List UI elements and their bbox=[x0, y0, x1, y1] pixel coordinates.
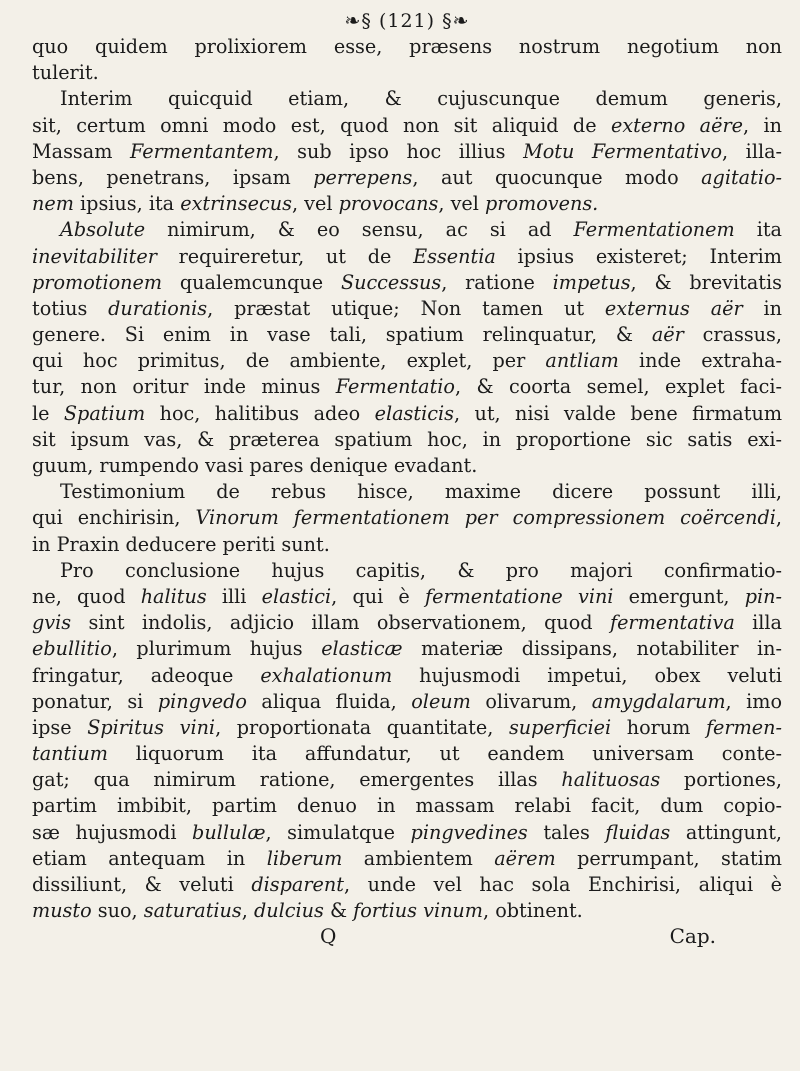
text-line bbox=[32, 715, 782, 741]
text-run: bens, penetrans, ipsam bbox=[32, 165, 314, 189]
text-run: tur, non oritur inde minus bbox=[32, 375, 336, 399]
text-run: , bbox=[241, 899, 254, 923]
italic-text: halituosas bbox=[561, 768, 661, 792]
italic-text: perrepens bbox=[313, 165, 413, 189]
text-line bbox=[32, 820, 782, 846]
italic-text: fermentativa bbox=[609, 611, 735, 635]
text-run: in bbox=[742, 296, 782, 320]
italic-text: ebullitio bbox=[32, 637, 112, 661]
page-footer bbox=[32, 924, 782, 954]
text-run: qui hoc primitus, de ambiente, explet, per bbox=[32, 349, 546, 373]
text-body bbox=[32, 34, 782, 924]
italic-text: bullulæ bbox=[192, 820, 266, 844]
text-run: , bbox=[775, 506, 782, 530]
text-run: , sub ipso hoc illius bbox=[273, 139, 524, 163]
text-line bbox=[32, 270, 782, 296]
text-run: ipsius existeret; Interim bbox=[495, 244, 782, 268]
text-run: perrumpant, statim bbox=[555, 846, 782, 870]
italic-text: antliam bbox=[545, 349, 619, 373]
text-line bbox=[32, 505, 782, 531]
italic-text: Fermentationem bbox=[573, 218, 735, 242]
text-run: , proportionata quantitate, bbox=[215, 715, 509, 739]
text-run: crassus, bbox=[683, 323, 782, 347]
text-line bbox=[32, 139, 782, 165]
italic-text: promovens. bbox=[485, 192, 599, 216]
italic-text: pingvedines bbox=[410, 820, 528, 844]
text-run: ponatur, si bbox=[32, 689, 158, 713]
text-run: Massam bbox=[32, 139, 130, 163]
text-run: , & coorta semel, explet faci- bbox=[454, 375, 782, 399]
italic-text: fortius vinum bbox=[353, 899, 483, 923]
italic-text: saturatius bbox=[143, 899, 242, 923]
text-run: Interim quicquid etiam, & cujuscunque demum generis, bbox=[60, 87, 782, 111]
text-run: requireretur, ut de bbox=[156, 244, 414, 268]
text-line bbox=[32, 322, 782, 348]
italic-text: Fermentatio bbox=[335, 375, 455, 399]
italic-text: musto bbox=[32, 899, 92, 923]
italic-text: disparent bbox=[251, 873, 344, 896]
text-run: , præstat utique; Non tamen ut bbox=[207, 296, 605, 320]
page-header: ❧§ (121) §❧ bbox=[344, 10, 470, 32]
text-line bbox=[32, 584, 782, 610]
text-run: olivarum, bbox=[470, 689, 592, 713]
text-run: ambientem bbox=[342, 846, 495, 870]
text-line bbox=[32, 191, 782, 217]
italic-text: Fermentantem bbox=[129, 139, 274, 163]
text-run: genere. Si enim in vase tali, spatium relinquatur, & bbox=[32, 323, 652, 347]
text-line bbox=[32, 217, 782, 243]
text-run: guum, rumpendo vasi pares denique evadant. bbox=[32, 454, 478, 477]
text-line bbox=[32, 872, 782, 898]
text-run: materiæ dissipans, notabiliter in- bbox=[402, 637, 782, 661]
italic-text: Vinorum fermentationem per compressionem coërcendi bbox=[195, 506, 776, 530]
italic-text: tantium bbox=[32, 742, 108, 766]
italic-text: gvis bbox=[32, 611, 72, 635]
text-run: tales bbox=[527, 820, 606, 844]
text-run: attingunt, bbox=[670, 820, 782, 844]
italic-text: fermen- bbox=[705, 715, 782, 739]
italic-text: Absolute bbox=[60, 218, 146, 242]
text-run: Testimonium de rebus hisce, maxime dicere possunt illi, bbox=[60, 480, 782, 504]
text-run: fringatur, adeoque bbox=[32, 663, 261, 687]
text-run: sit ipsum vas, & præterea spatium hoc, in proportione sic satis exi- bbox=[32, 427, 782, 451]
text-run: & bbox=[323, 899, 354, 923]
italic-text: superficiei bbox=[508, 715, 612, 739]
text-run: quo quidem prolixiorem esse, præsens nostrum negotium non bbox=[32, 35, 782, 58]
italic-text: promotionem bbox=[32, 270, 163, 294]
text-run: hoc, halitibus adeo bbox=[145, 401, 375, 425]
text-run: , illa- bbox=[722, 139, 782, 163]
text-run: ipse bbox=[32, 715, 88, 739]
italic-text: extrinsecus bbox=[180, 192, 292, 216]
text-run: hujusmodi impetui, obex veluti bbox=[392, 663, 782, 687]
text-run: ipsius, ita bbox=[73, 192, 181, 216]
text-line bbox=[32, 86, 782, 112]
text-line bbox=[32, 793, 782, 819]
text-run: , vel bbox=[291, 192, 339, 216]
text-run: partim imbibit, partim denuo in massam relabi facit, dum copio- bbox=[32, 794, 782, 818]
italic-text: pingvedo bbox=[157, 689, 247, 713]
text-line bbox=[32, 453, 782, 479]
italic-text: durationis bbox=[108, 296, 208, 320]
text-run: nimirum, & eo sensu, ac si ad bbox=[145, 218, 574, 242]
text-line bbox=[32, 689, 782, 715]
text-run: , imo bbox=[725, 689, 782, 713]
text-line bbox=[32, 610, 782, 636]
italic-text: oleum bbox=[411, 689, 471, 713]
text-run: , in bbox=[743, 113, 782, 137]
text-line bbox=[32, 427, 782, 453]
italic-text: provocans bbox=[338, 192, 439, 216]
text-run: , plurimum hujus bbox=[111, 637, 322, 661]
signature-mark: Q bbox=[320, 924, 337, 949]
text-line bbox=[32, 348, 782, 374]
text-run: le bbox=[32, 401, 64, 425]
text-line bbox=[32, 479, 782, 505]
italic-text: Motu Fermentativo bbox=[523, 139, 723, 163]
italic-text: externo aëre bbox=[610, 113, 744, 137]
italic-text: elasticis bbox=[374, 401, 454, 425]
text-run: sæ hujusmodi bbox=[32, 820, 193, 844]
italic-text: fluidas bbox=[605, 820, 671, 844]
italic-text: exhalationum bbox=[260, 663, 393, 687]
text-run: tulerit. bbox=[32, 61, 99, 85]
text-line bbox=[32, 532, 782, 558]
text-line bbox=[32, 296, 782, 322]
text-run: , ut, nisi valde bene firmatum bbox=[453, 401, 782, 425]
text-line bbox=[32, 165, 782, 191]
text-run: portiones, bbox=[660, 768, 782, 792]
text-line bbox=[32, 113, 782, 139]
italic-text: aër bbox=[651, 323, 684, 347]
text-line bbox=[32, 636, 782, 662]
italic-text: liberum bbox=[266, 846, 343, 870]
text-run: illa bbox=[734, 611, 782, 635]
text-line bbox=[32, 663, 782, 689]
text-line bbox=[32, 244, 782, 270]
italic-text: fermentatione vini bbox=[424, 584, 614, 608]
text-run: in Praxin deducere periti sunt. bbox=[32, 532, 330, 556]
italic-text: Spiritus vini bbox=[87, 715, 216, 739]
text-run: , aut quocunque modo bbox=[412, 165, 702, 189]
italic-text: aërem bbox=[494, 846, 556, 870]
text-run: , vel bbox=[438, 192, 486, 216]
text-line bbox=[32, 374, 782, 400]
text-line bbox=[32, 60, 782, 86]
italic-text: dulcius bbox=[253, 899, 324, 923]
text-run: qui enchirisin, bbox=[32, 506, 196, 530]
text-run: illi bbox=[206, 584, 262, 608]
text-run: , simulatque bbox=[265, 820, 411, 844]
text-run: , ratione bbox=[441, 270, 553, 294]
text-run: , unde vel hac sola Enchirisi, aliqui è bbox=[343, 873, 782, 896]
text-run: aliqua fluida, bbox=[246, 689, 412, 713]
text-run: etiam antequam in bbox=[32, 846, 267, 870]
text-run: sit, certum omni modo est, quod non sit aliquid de bbox=[32, 113, 611, 137]
text-line bbox=[32, 846, 782, 872]
italic-text: pin- bbox=[744, 584, 782, 608]
catchword: Cap. bbox=[669, 924, 716, 949]
italic-text: Essentia bbox=[413, 244, 496, 268]
italic-text: amygdalarum bbox=[591, 689, 726, 713]
italic-text: agitatio- bbox=[701, 165, 782, 189]
text-line bbox=[32, 34, 782, 60]
italic-text: impetus bbox=[552, 270, 631, 294]
italic-text: externus aër bbox=[604, 296, 743, 320]
italic-text: Spatium bbox=[63, 401, 146, 425]
text-run: , qui è bbox=[331, 584, 425, 608]
italic-text: elastici bbox=[261, 584, 332, 608]
italic-text: inevitabiliter bbox=[32, 244, 157, 268]
text-run: horum bbox=[611, 715, 706, 739]
text-run: totius bbox=[32, 296, 109, 320]
italic-text: halitus bbox=[140, 584, 207, 608]
text-run: suo, bbox=[91, 899, 144, 923]
text-line bbox=[32, 558, 782, 584]
text-line bbox=[32, 898, 782, 924]
text-run: ita bbox=[734, 218, 782, 242]
text-run: , & brevitatis bbox=[630, 270, 782, 294]
text-run: Pro conclusione hujus capitis, & pro majori confirmatio- bbox=[60, 558, 782, 582]
text-line bbox=[32, 767, 782, 793]
text-run: dissiliunt, & veluti bbox=[32, 873, 252, 896]
text-line bbox=[32, 741, 782, 767]
text-run: qualemcunque bbox=[162, 270, 341, 294]
italic-text: nem bbox=[32, 192, 74, 216]
italic-text: elasticæ bbox=[321, 637, 403, 661]
text-run: emergunt, bbox=[613, 584, 745, 608]
text-run: inde extraha- bbox=[618, 349, 782, 373]
text-run: gat; qua nimirum ratione, emergentes illas bbox=[32, 768, 562, 792]
text-line bbox=[32, 401, 782, 427]
text-run: liquorum ita affundatur, ut eandem universam conte- bbox=[107, 742, 782, 766]
text-run: , obtinent. bbox=[483, 899, 583, 923]
italic-text: Successus bbox=[340, 270, 442, 294]
text-run: ne, quod bbox=[32, 584, 141, 608]
text-run: sint indolis, adjicio illam observationem, quod bbox=[71, 611, 610, 635]
